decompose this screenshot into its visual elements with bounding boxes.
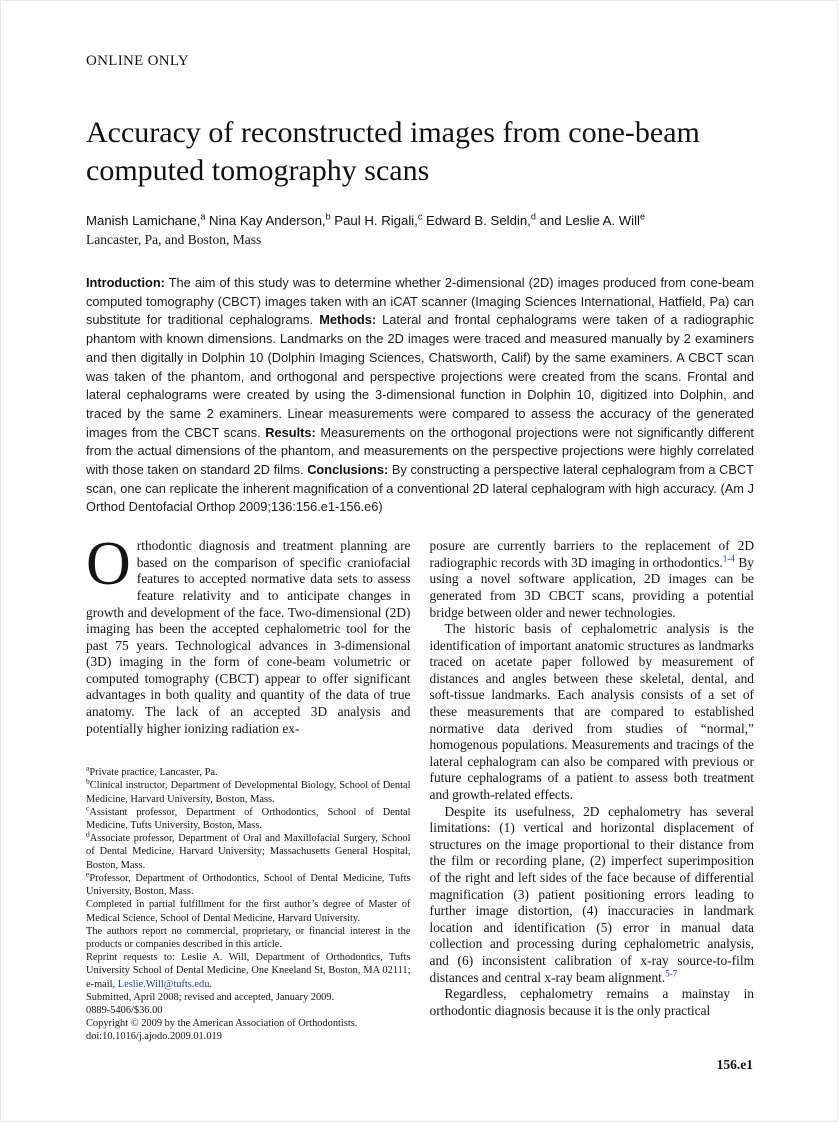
footnote-sup: a — [86, 763, 90, 773]
body-paragraph — [430, 804, 755, 987]
page-number: 156.e1 — [716, 1057, 753, 1072]
footnote-text: doi:10.1016/j.ajodo.2009.01.019 — [86, 1031, 222, 1043]
footnote-text: 0889-5406/$36.00 — [86, 1004, 163, 1016]
footnote-text: The authors report no commercial, proprietary, or financial interest in the products or companies described in this article. — [86, 925, 411, 950]
author-affiliation-sup: c — [417, 211, 423, 222]
footnote-copyright — [86, 1017, 411, 1030]
body-paragraph — [430, 538, 755, 621]
footnote-text: Reprint requests to: Leslie A. Will, Department of Orthodontics, Tufts University School of Dental Medicine, One Kneeland St, Boston, MA 02111; e-mail, — [86, 952, 411, 990]
body-paragraph — [430, 621, 755, 804]
body-text: Despite its usefulness, 2D cephalometry has several limitations: (1) vertical and horizontal displacement of structures on the image proportional to their distance from the film or recording plane, (2) imperfect superimposition of the right and left sides of the face because of differential magnification (3) patient positioning errors leading to further image distortion, (4) inaccuracies in landmark location and identification (5) error in manual data collection and processing during cephalometric analysis, and (6) inconsistent calibration of x-ray source-to-film distances and central x-ray beam alignment. — [429, 803, 754, 985]
footnote-affiliation — [86, 763, 411, 779]
body-text: By using a novel software application, 2D images can be generated from 3D CBCT scans, providing a potential bridge between older and newer technologies. — [429, 554, 754, 620]
footnote-issn — [86, 1004, 411, 1017]
drop-cap: O — [86, 530, 131, 599]
body-text: rthodontic diagnosis and treatment planning are based on the comparison of specific craniofacial features to accepted normative data sets to assess feature relativity and to anticipate changes in growth and development of the face. Two-dimensional (2D) imaging has been the accepted cephalometric tool for the past 75 years. Technological advances in 3-dimensional (3D) imaging in the form of cone-beam volumetric or computed tomography (CBCT) appear to offer significant advantages in both quality and quantity of the data of true anatomy. The lack of an accepted 3D analysis and potentially higher ionizing radiation ex- — [86, 538, 411, 736]
body-paragraph — [86, 530, 411, 737]
abstract-text-results: Measurements on the orthogonal projections were not significantly different from the actual dimensions of the phantom, and measurements on the perspective projections were highly correlated with those taken on standard 2D films. — [86, 424, 754, 478]
right-column — [430, 538, 755, 1043]
citation-ref[interactable]: 1-4 — [722, 553, 735, 564]
footnote-text: Completed in partial fulfillment for the first author’s degree of Master of Medical Science, School of Dental Medicine, Harvard University. — [86, 899, 411, 924]
author-affiliation-sup: e — [639, 211, 645, 222]
footnote-text: Assistant professor, Department of Orthodontics, School of Dental Medicine, Tufts University, Boston, Mass. — [86, 806, 411, 832]
abstract — [86, 274, 754, 517]
footnote-affiliation — [86, 779, 411, 805]
body-text: The historic basis of cephalometric analysis is the identification of important anatomic structures as landmarks traced on acetate paper followed by measurement of distances and angles between these skeletal, dental, and soft-tissue landmarks. Each analysis consists of a set of these measurements that are compared to established normative data derived from studies of “normal,” homogenous populations. Measurements and tracings of the lateral cephalogram can also be compared with previous or future cephalograms of a patient to assess both treatment and growth-related effects. — [429, 621, 754, 803]
online-only-label: ONLINE ONLY — [86, 53, 190, 69]
abstract-text-methods: Lateral and frontal cephalograms were taken of a radiographic phantom with known dimensions. Landmarks on the 2D images were traced and measured manually by 2 examiners and then digitally in Dolphin 10 (Dolphin Imaging Sciences, Chatsworth, Calif) by the same examiners. A CBCT scan was taken of the phantom, and orthogonal and perspective projections were created from the scans. Frontal and lateral cephalograms were created by using the 3-dimensional function in Dolphin 10, digitized into Dolphin, and traced by the same 2 examiners. Linear measurements were compared to assess the accuracy of the generated images from the CBCT scans. — [86, 312, 754, 440]
footnote-note — [86, 898, 411, 924]
footnote-text: Copyright © 2009 by the American Association of Orthodontists. — [86, 1018, 358, 1030]
author-affiliation-sup: d — [530, 211, 536, 222]
footnote-affiliation — [86, 869, 411, 898]
footnote-sup: c — [86, 803, 90, 813]
abstract-label-introduction: Introduction: — [86, 275, 165, 290]
footnote-sup: e — [86, 869, 90, 879]
footnote-submitted — [86, 991, 411, 1004]
body-text: posure are currently barriers to the replacement of 2D radiographic records with 3D imaging in orthodontics. — [429, 538, 754, 570]
footnote-text: Private practice, Lancaster, Pa. — [89, 767, 218, 779]
author-name: Edward B. Seldin, — [422, 213, 531, 228]
footnote-doi — [86, 1030, 411, 1043]
left-column — [86, 530, 411, 1043]
byline — [86, 212, 754, 229]
article-title: Accuracy of reconstructed images from cone-beam computed tomography scans — [86, 116, 700, 187]
footnote-sup: d — [86, 829, 90, 839]
abstract-label-methods: Methods: — [319, 312, 377, 328]
email-link[interactable]: Leslie.Will@tufts.edu — [117, 978, 210, 990]
author-name: Manish Lamichane, — [86, 213, 201, 228]
abstract-text-introduction: The aim of this study was to determine whether 2-dimensional (2D) images produced from cone-beam computed tomography (CBCT) images taken with an iCAT scanner (Imaging Sciences International, Hatfield, Pa) can substitute for traditional cephalograms. — [86, 275, 754, 328]
abstract-text-conclusions: By constructing a perspective lateral cephalogram from a CBCT scan, one can replicate the inherent magnification of a conventional 2D lateral cephalogram with high accuracy. (Am J Orthod Dentofacial Orthop 2009;136:156.e1-156.e6) — [86, 462, 754, 515]
footnote-text: Professor, Department of Orthodontics, School of Dental Medicine, Tufts University, Boston, Mass. — [86, 872, 411, 898]
body-text: Regardless, cephalometry remains a mainstay in orthodontic diagnosis because it is the only practical — [429, 986, 754, 1018]
footnote-affiliation — [86, 803, 411, 832]
footnote-text: Submitted, April 2008; revised and accepted, January 2009. — [86, 991, 335, 1003]
abstract-label-conclusions: Conclusions: — [307, 462, 389, 478]
two-column-body — [86, 530, 754, 1043]
citation-ref[interactable]: 5-7 — [665, 968, 678, 979]
author-affiliation-sup: a — [200, 211, 206, 222]
author-name: Nina Kay Anderson, — [205, 213, 326, 228]
footnotes — [86, 763, 411, 1043]
footnote-text: Clinical instructor, Department of Developmental Biology, School of Dental Medicine, Harvard University, Boston, Mass. — [86, 780, 411, 805]
footnote-affiliation — [86, 829, 411, 872]
author-name: Paul H. Rigali, — [330, 213, 418, 228]
byline-locations: Lancaster, Pa, and Boston, Mass — [86, 232, 262, 247]
footnote-note — [86, 925, 411, 951]
footnote-text: Associate professor, Department of Oral and Maxillofacial Surgery, School of Dental Medicine, Harvard University; Massachusetts General Hospital, Boston, Mass. — [86, 833, 411, 871]
footnote-reprint-requests — [86, 951, 411, 991]
author-affiliation-sup: b — [325, 211, 331, 222]
body-paragraph — [430, 986, 755, 1019]
footnote-sup: b — [86, 777, 90, 786]
author-name: and Leslie A. Will — [535, 213, 640, 228]
abstract-label-results: Results: — [265, 424, 316, 440]
footnote-text: . — [209, 978, 213, 990]
